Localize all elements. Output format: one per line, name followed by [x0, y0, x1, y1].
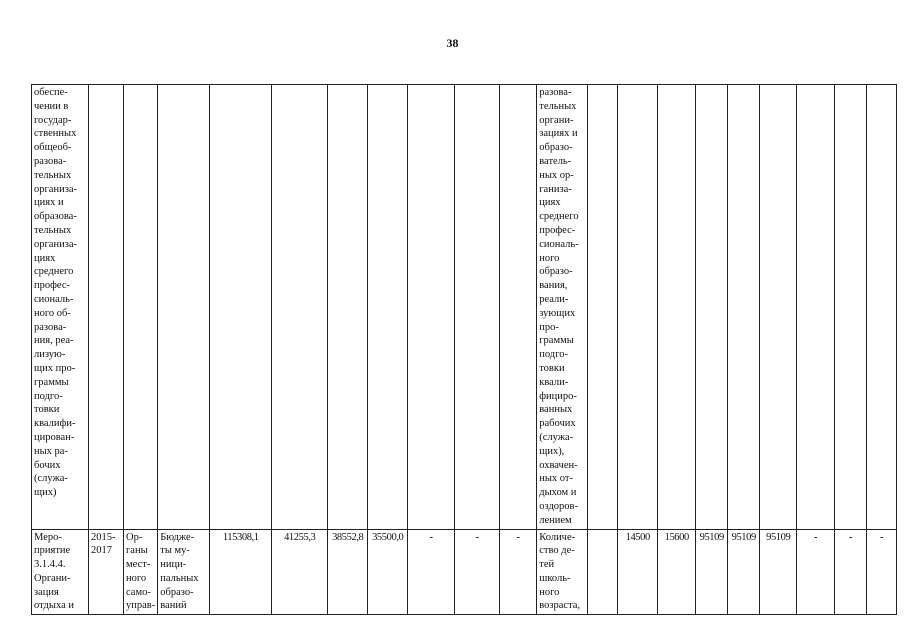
year-2017-cell: 35500,0 — [368, 529, 408, 615]
empty-cell — [588, 529, 618, 615]
empty-cell — [500, 85, 537, 530]
name-cell: обеспе- чении в государ- ственных общеоб- разова- тельных организа- циях и образова- тельных организа- циях среднего профес- сиональ- ного об- разова- ния, реа- лизую- щих про- граммы подго- товки квалифи- цирован- ных ра- бочих (служа- щих) — [32, 85, 89, 530]
empty-cell — [696, 85, 728, 530]
target-2014-cell: 15600 — [658, 529, 696, 615]
empty-cell — [455, 85, 500, 530]
empty-cell — [835, 85, 867, 530]
total-cell: 115308,1 — [210, 529, 272, 615]
indicator-cell: Количе- ство де- тей школь- ного возраста, — [537, 529, 588, 615]
empty-cell — [588, 85, 618, 530]
empty-cell — [124, 85, 158, 530]
empty-cell — [618, 85, 658, 530]
target-2017-cell: 95109 — [760, 529, 797, 615]
empty-cell — [760, 85, 797, 530]
period-cell: 2015- 2017 — [89, 529, 124, 615]
dash-cell: - — [835, 529, 867, 615]
indicator-cell: разова- тельных органи- зациях и образо- ватель- ных ор- ганиза- циях среднего профес- сиональ- ного образо- вания, реали- зующих про- граммы подго- товки квали- фициро- ванных рабочих (служа- щих), охвачен- ных от- дыхом и оздоров- лением — [537, 85, 588, 530]
empty-cell — [867, 85, 897, 530]
event-name-cell: Меро- приятие 3.1.4.4. Органи- зация отдыха и — [32, 529, 89, 615]
executor-cell: Ор- ганы мест- ного само- управ- — [124, 529, 158, 615]
table-row — [32, 85, 897, 530]
empty-cell — [728, 85, 760, 530]
program-table — [31, 84, 897, 615]
page-number: 38 — [446, 36, 459, 50]
dash-cell: - — [797, 529, 835, 615]
dash-cell: - — [408, 529, 455, 615]
year-2015-cell: 41255,3 — [272, 529, 328, 615]
empty-cell — [797, 85, 835, 530]
table-row — [32, 529, 897, 615]
funding-source-cell: Бюдже- ты му- ници- пальных образо- ваний — [158, 529, 210, 615]
empty-cell — [328, 85, 368, 530]
base-value-cell: 14500 — [618, 529, 658, 615]
year-2016-cell: 38552,8 — [328, 529, 368, 615]
dash-cell: - — [867, 529, 897, 615]
dash-cell: - — [500, 529, 537, 615]
empty-cell — [89, 85, 124, 530]
dash-cell: - — [455, 529, 500, 615]
empty-cell — [658, 85, 696, 530]
empty-cell — [158, 85, 210, 530]
target-2016-cell: 95109 — [728, 529, 760, 615]
empty-cell — [408, 85, 455, 530]
empty-cell — [210, 85, 272, 530]
empty-cell — [368, 85, 408, 530]
target-2015-cell: 95109 — [696, 529, 728, 615]
empty-cell — [272, 85, 328, 530]
